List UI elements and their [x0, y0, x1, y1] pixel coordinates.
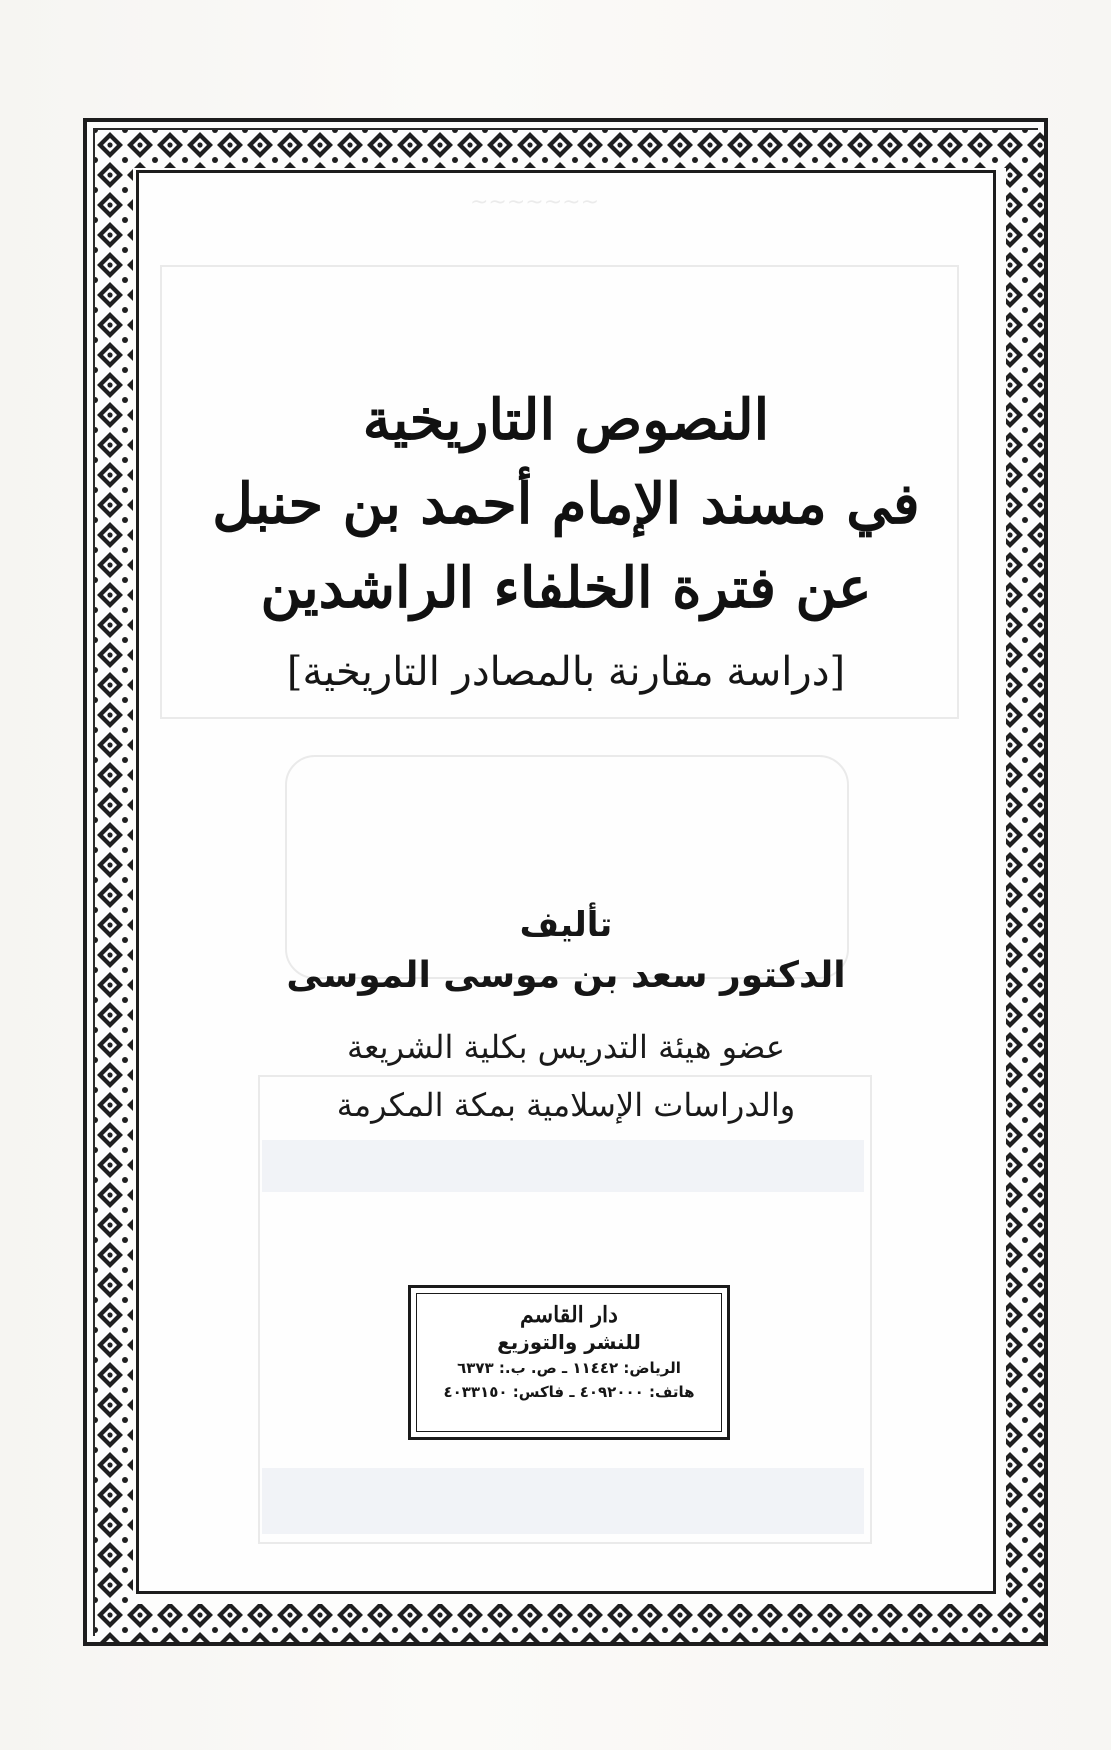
bleed-band-1	[262, 1140, 864, 1192]
publisher-box	[408, 1285, 730, 1440]
bleed-text: ~~~~~~~	[470, 190, 600, 215]
author-block	[136, 900, 996, 1134]
affiliation-line-2: والدراسات الإسلامية بمكة المكرمة	[336, 1086, 796, 1124]
title-line-2: في مسند الإمام أحمد بن حنبل	[212, 471, 920, 537]
bleed-band-2	[262, 1468, 864, 1534]
author-label: تأليف	[519, 905, 613, 945]
subtitle: [دراسة مقارنة بالمصادر التاريخية]	[286, 649, 846, 695]
title-line-1: النصوص التاريخية	[362, 387, 770, 453]
affiliation-line-1: عضو هيئة التدريس بكلية الشريعة	[347, 1028, 785, 1066]
title-line-3: عن فترة الخلفاء الراشدين	[260, 555, 872, 621]
author-name: الدكتور سعد بن موسى الموسى	[286, 955, 846, 996]
publisher-tagline: للنشر والتوزيع	[497, 1330, 641, 1354]
publisher-address: الرياض: ١١٤٤٢ ـ ص. ب.: ٦٣٧٣	[457, 1359, 681, 1377]
publisher-phone-fax: هاتف: ٤٠٩٢٠٠٠ ـ فاكس: ٤٠٣٣١٥٠	[443, 1383, 695, 1401]
publisher-logo: دار القاسم	[520, 1302, 618, 1328]
book-title-block	[136, 378, 996, 700]
